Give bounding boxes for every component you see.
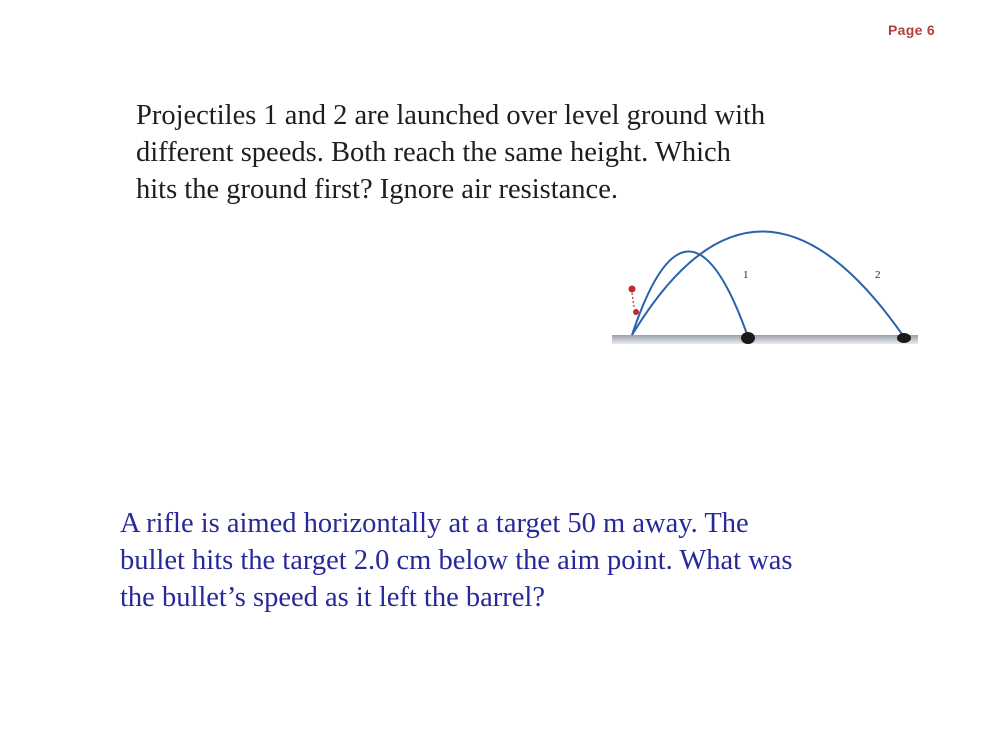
question-2-text (120, 505, 940, 616)
question-1-text (136, 97, 896, 208)
question-2-line: the bullet’s speed as it left the barrel? (120, 582, 545, 613)
projectile-2-ball (897, 333, 911, 343)
question-2-line: A rifle is aimed horizontally at a target 50 m away. The (120, 508, 749, 539)
launch-marker-1 (629, 286, 636, 293)
question-2-line: bullet hits the target 2.0 cm below the aim point. What was (120, 545, 793, 576)
ground-line (612, 335, 918, 344)
question-1-line: hits the ground first? Ignore air resistance. (136, 174, 618, 205)
projectile-diagram (600, 195, 930, 365)
launch-marker-2 (633, 309, 639, 315)
page-number: Page 6 (888, 22, 935, 38)
trajectory-2-path (632, 231, 904, 337)
trajectory-1-path (632, 251, 748, 337)
launch-marker-stem (632, 293, 634, 307)
projectile-1-ball (741, 332, 755, 344)
trajectory-2-label: 2 (875, 269, 881, 281)
question-1-line: Projectiles 1 and 2 are launched over level ground with (136, 100, 766, 131)
trajectory-1-label: 1 (743, 269, 749, 281)
question-1-line: different speeds. Both reach the same height. Which (136, 137, 731, 168)
